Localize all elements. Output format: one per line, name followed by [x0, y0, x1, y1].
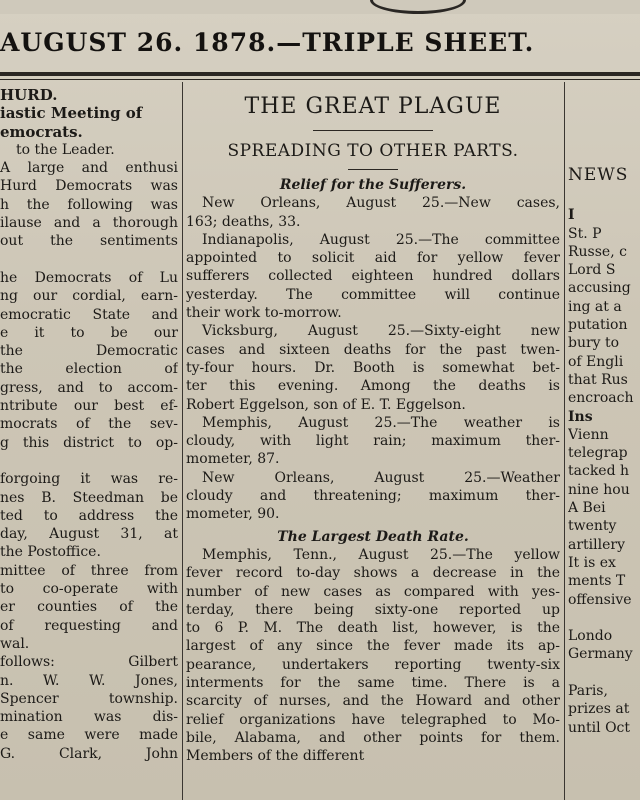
left-column-line: er counties of the: [0, 599, 178, 616]
article-line: Indianapolis, August 25.—The committee: [202, 231, 560, 248]
right-column-line: I: [568, 207, 575, 224]
right-column-line: prizes at: [568, 701, 630, 718]
right-column-line: putation: [568, 317, 628, 334]
left-column-line: e it to be our: [0, 324, 178, 341]
article-line: mometer, 87.: [186, 451, 280, 468]
left-column-line: out the sentiments: [0, 233, 178, 250]
masthead-date-line: AUGUST 26. 1878.—TRIPLE SHEET.: [0, 28, 535, 57]
masthead-rule-thin: [0, 79, 640, 80]
left-column-line: to the Leader.: [16, 141, 115, 158]
right-column-line: offensive: [568, 591, 632, 608]
right-column-line: that Rus: [568, 371, 628, 388]
article-line: bile, Alabama, and other points for them.: [186, 729, 560, 746]
article-line: terday, there being sixty-one reported up: [186, 601, 560, 618]
left-column-line: follows: Gilbert: [0, 654, 178, 671]
right-column-line: bury to: [568, 335, 620, 352]
article-line: sufferers collected eighteen hundred dollars: [186, 268, 560, 285]
article-line: number of new cases as compared with yes-: [186, 583, 560, 600]
left-column-line: [0, 452, 178, 470]
left-column-line: wal.: [0, 635, 30, 652]
left-column-line: forgoing it was re-: [0, 471, 178, 488]
right-column-line: Germany: [568, 646, 633, 663]
article-line: pearance, undertakers reporting twenty-six: [186, 656, 560, 673]
left-column-line: ntribute our best ef-: [0, 398, 178, 415]
article-line: relief organizations have telegraphed to Mo-: [186, 711, 560, 728]
right-column-line: artillery: [568, 536, 625, 553]
left-column-line: h the following was: [0, 196, 178, 213]
right-column-line: until Oct: [568, 719, 631, 736]
article-line: to 6 P. M. The death list, however, is the: [186, 620, 560, 637]
left-column-line: Hurd Democrats was: [0, 178, 178, 195]
article-line: New Orleans, August 25.—New cases,: [202, 195, 560, 212]
right-column-line: Ins: [568, 408, 593, 425]
left-column-line: day, August 31, at: [0, 526, 178, 543]
right-column-line: Lord S: [568, 262, 616, 279]
subheadline: SPREADING TO OTHER PARTS.: [227, 141, 519, 161]
right-column-line: nine hou: [568, 481, 630, 498]
section-relief-body: [186, 194, 560, 523]
left-column-line: he Democrats of Lu: [0, 269, 178, 286]
section-title-death-rate: The Largest Death Rate.: [277, 528, 469, 545]
left-column-line: the Postoffice.: [0, 544, 101, 561]
right-column-line: Londo: [568, 628, 613, 645]
left-column-line: emocrats.: [0, 122, 83, 141]
column-separator-left: [182, 82, 183, 800]
right-column-line: [568, 664, 640, 682]
article-line: Memphis, August 25.—The weather is: [202, 414, 560, 431]
left-column-line: mocrats of the sev-: [0, 416, 178, 433]
right-column-line: telegrap: [568, 445, 628, 462]
right-column-line: ments T: [568, 573, 626, 590]
left-column: [0, 86, 178, 800]
left-column-line: g this district to op-: [0, 434, 178, 451]
right-column-line: A Bei: [568, 500, 606, 517]
top-edge: [0, 0, 640, 14]
masthead-ornament-fragment: [370, 0, 466, 14]
left-column-line: the election of: [0, 361, 178, 378]
left-column-line: gress, and to accom-: [0, 379, 178, 396]
article-line: Vicksburg, August 25.—Sixty-eight new: [202, 323, 560, 340]
right-column-line: It is ex: [568, 554, 616, 571]
column-separator-right: [564, 82, 565, 800]
headline-divider: [313, 130, 433, 131]
article-line: interments for the same time. There is a: [186, 675, 560, 692]
left-column-line: Spencer township.: [0, 690, 178, 707]
article-line: mometer, 90.: [186, 506, 280, 523]
right-column: [568, 86, 640, 800]
left-column-line: to co-operate with: [0, 581, 178, 598]
right-column-line: tacked h: [568, 463, 630, 480]
article-line: appointed to solicit aid for yellow fever: [186, 250, 560, 267]
left-column-line: the Democratic: [0, 343, 178, 360]
right-column-line: [568, 188, 640, 206]
article-line: largest of any since the fever made its ap-: [186, 638, 560, 655]
article-line: yesterday. The committee will continue: [186, 286, 560, 303]
article-line: cases and sixteen deaths for the past twen-: [186, 341, 560, 358]
right-column-line: encroach: [568, 390, 634, 407]
left-column-line: ng our cordial, earn-: [0, 288, 178, 305]
right-column-line: ing at a: [568, 298, 622, 315]
right-column-line: Vienn: [568, 426, 609, 443]
right-column-line: twenty: [568, 518, 617, 535]
left-column-line: mination was dis-: [0, 709, 178, 726]
article-line: ter this evening. Among the deaths is: [186, 378, 560, 395]
right-column-line: Paris,: [568, 683, 608, 700]
article-line: fever record to-day shows a decrease in the: [186, 565, 560, 582]
left-column-line: emocratic State and: [0, 306, 178, 323]
article-line: cloudy, with light rain; maximum ther-: [186, 433, 560, 450]
left-column-line: n. W. W. Jones,: [0, 672, 178, 689]
article-line: Robert Eggelson, son of E. T. Eggelson.: [186, 396, 466, 413]
center-column: [186, 86, 560, 800]
right-column-body: [568, 188, 640, 737]
left-column-line: iastic Meeting of: [0, 104, 143, 123]
headline: THE GREAT PLAGUE: [244, 94, 502, 119]
masthead-rule-thick: [0, 72, 640, 76]
article-line: ty-four hours. Dr. Booth is somewhat bet-: [186, 359, 560, 376]
article-line: Members of the different: [186, 748, 365, 765]
article-line: cloudy and threatening; maximum ther-: [186, 488, 560, 505]
right-column-line: Russe, c: [568, 243, 627, 260]
right-headline: NEWS: [568, 165, 629, 185]
article-line: their work to-morrow.: [186, 305, 342, 322]
article-line: scarcity of nurses, and the Howard and other: [186, 693, 560, 710]
section-title-relief: Relief for the Sufferers.: [279, 177, 467, 193]
left-column-line: mittee of three from: [0, 562, 178, 579]
left-column-line: nes B. Steedman be: [0, 489, 178, 506]
left-column-line: ilause and a thorough: [0, 215, 178, 232]
right-column-line: accusing: [568, 280, 631, 297]
article-line: Memphis, Tenn., August 25.—The yellow: [202, 546, 560, 563]
left-column-line: ted to address the: [0, 507, 178, 524]
section-death-rate-body: [186, 546, 560, 766]
left-column-line: of requesting and: [0, 617, 178, 634]
right-column-line: of Engli: [568, 353, 624, 370]
right-column-line: [568, 609, 640, 627]
subheadline-divider: [348, 169, 398, 170]
left-column-line: HURD.: [0, 86, 58, 104]
left-column-line: G. Clark, John: [0, 745, 178, 762]
left-column-line: A large and enthusi: [0, 160, 178, 177]
left-column-line: e same were made: [0, 727, 178, 744]
left-column-line: [0, 251, 178, 269]
article-line: New Orleans, August 25.—Weather: [202, 469, 560, 486]
right-column-line: St. P: [568, 225, 602, 242]
article-line: 163; deaths, 33.: [186, 213, 301, 230]
